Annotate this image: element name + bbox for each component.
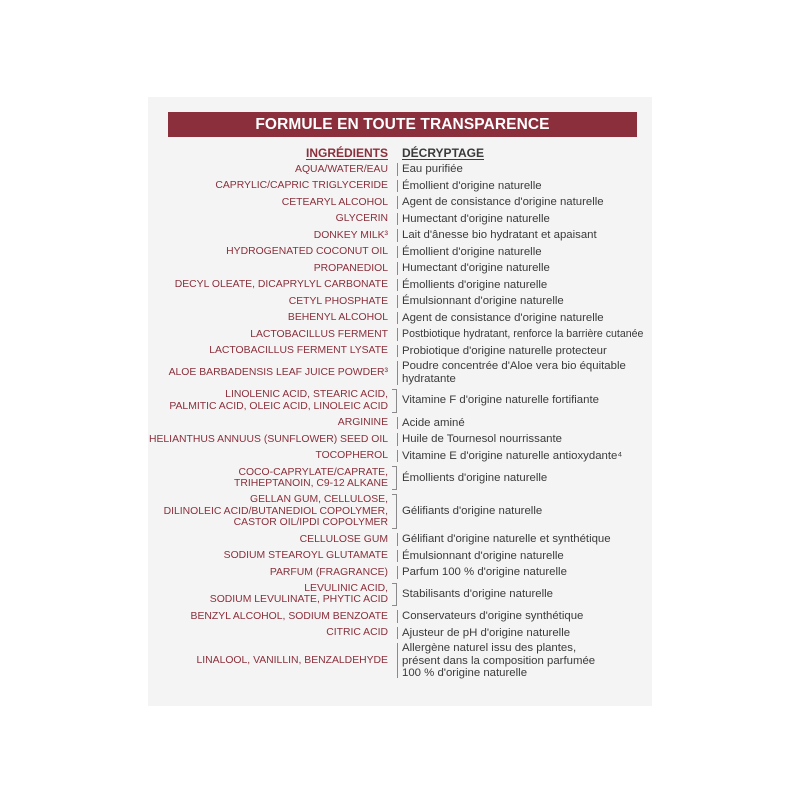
table-row xyxy=(148,531,652,548)
ingredient-line: TRIHEPTANOIN, C9-12 ALKANE xyxy=(234,477,388,489)
ingredients-header: INGRÉDIENTS xyxy=(305,146,388,160)
ingredient-line: DONKEY MILK³ xyxy=(313,229,388,241)
table-row xyxy=(148,244,652,261)
column-separator xyxy=(397,610,398,623)
ingredient-name xyxy=(196,641,388,680)
ingredient-description xyxy=(402,277,547,294)
ingredient-description xyxy=(402,564,567,581)
ingredient-name xyxy=(295,161,388,178)
table-row xyxy=(148,260,652,277)
description-line: 100 % d'origine naturelle xyxy=(402,667,528,680)
table-row xyxy=(148,608,652,625)
ingredient-line: BEHENYL ALCOHOL xyxy=(287,312,388,324)
description-line: Huile de Tournesol nourrissante xyxy=(402,433,562,446)
ingredient-line: COCO-CAPRYLATE/CAPRATE, xyxy=(238,466,388,478)
ingredient-description xyxy=(402,194,604,211)
group-bracket xyxy=(392,494,397,529)
column-separator xyxy=(397,312,398,325)
column-separator xyxy=(397,295,398,308)
ingredient-line: SODIUM LEVULINATE, PHYTIC ACID xyxy=(209,594,388,606)
ingredient-description xyxy=(402,625,570,642)
ingredient-line: HYDROGENATED COCONUT OIL xyxy=(226,246,388,258)
ingredient-line: ARGININE xyxy=(337,417,388,429)
ingredient-name xyxy=(314,260,388,277)
column-separator xyxy=(397,328,398,341)
ingredient-description xyxy=(402,581,553,609)
ingredient-name xyxy=(336,211,388,228)
group-bracket xyxy=(392,583,397,607)
column-separator xyxy=(397,433,398,446)
table-row xyxy=(148,387,652,415)
ingredient-line: PROPANEDIOL xyxy=(313,262,388,274)
ingredient-name xyxy=(210,581,388,609)
description-line: Gélifiant d'origine naturelle et synthétique xyxy=(402,533,611,546)
group-bracket xyxy=(392,389,397,413)
ingredient-line: PARFUM (FRAGRANCE) xyxy=(269,566,388,578)
description-line: Parfum 100 % d'origine naturelle xyxy=(402,566,567,579)
ingredient-description xyxy=(402,244,542,261)
description-line: Émollients d'origine naturelle xyxy=(402,278,548,291)
ingredient-name xyxy=(164,492,388,531)
description-line: présent dans la composition parfumée xyxy=(402,654,596,667)
ingredient-name xyxy=(314,227,388,244)
column-separator xyxy=(397,163,398,176)
column-separator xyxy=(397,566,398,579)
ingredient-line: GELLAN GUM, CELLULOSE, xyxy=(249,494,388,506)
ingredient-name xyxy=(282,194,388,211)
ingredient-line: DILINOLEIC ACID/BUTANEDIOL COPOLYMER, xyxy=(163,505,388,517)
ingredient-description xyxy=(402,641,595,680)
description-line: Stabilisants d'origine naturelle xyxy=(402,588,553,601)
column-separator xyxy=(397,229,398,242)
description-line: Émollient d'origine naturelle xyxy=(402,179,542,192)
ingredient-line: LINOLENIC ACID, STEARIC ACID, xyxy=(225,389,388,401)
ingredient-name xyxy=(209,343,388,360)
title-banner: FORMULE EN TOUTE TRANSPARENCE xyxy=(168,112,637,137)
table-row xyxy=(148,293,652,310)
ingredient-name xyxy=(315,448,388,465)
description-line: Émollients d'origine naturelle xyxy=(402,471,548,484)
group-bracket xyxy=(392,466,397,490)
ingredient-description xyxy=(402,431,562,448)
description-line: Humectant d'origine naturelle xyxy=(402,262,550,275)
ingredient-name xyxy=(215,178,388,195)
description-line: Ajusteur de pH d'origine naturelle xyxy=(402,626,571,639)
ingredient-description xyxy=(402,227,597,244)
table-row xyxy=(148,431,652,448)
ingredient-line: CITRIC ACID xyxy=(326,627,388,639)
column-separator xyxy=(397,417,398,430)
ingredient-name xyxy=(175,277,388,294)
table-row xyxy=(148,343,652,360)
ingredient-description xyxy=(402,326,643,343)
ingredient-line: AQUA/WATER/EAU xyxy=(295,163,388,175)
ingredient-name xyxy=(169,387,388,415)
table-row xyxy=(148,625,652,642)
column-separator xyxy=(397,246,398,259)
table-row xyxy=(148,464,652,492)
table-row xyxy=(148,194,652,211)
description-line: Acide aminé xyxy=(402,416,465,429)
column-separator xyxy=(397,627,398,640)
description-line: hydratante xyxy=(402,372,456,385)
ingredient-line: BENZYL ALCOHOL, SODIUM BENZOATE xyxy=(190,610,388,622)
column-separator xyxy=(397,279,398,292)
description-line: Humectant d'origine naturelle xyxy=(402,212,550,225)
column-separator xyxy=(397,196,398,209)
table-row xyxy=(148,548,652,565)
description-line: Postbiotique hydratant, renforce la barrière cutanée xyxy=(402,328,644,341)
description-line: Gélifiants d'origine naturelle xyxy=(402,505,543,518)
ingredient-line: LACTOBACILLUS FERMENT xyxy=(250,328,388,340)
table-row xyxy=(148,448,652,465)
ingredient-name xyxy=(224,548,388,565)
description-line: Poudre concentrée d'Aloe vera bio équitable xyxy=(402,360,626,373)
ingredient-description xyxy=(402,178,542,195)
ingredient-description xyxy=(402,608,583,625)
ingredient-line: PALMITIC ACID, OLEIC ACID, LINOLEIC ACID xyxy=(169,400,388,412)
table-row xyxy=(148,277,652,294)
ingredient-line: CAPRYLIC/CAPRIC TRIGLYCERIDE xyxy=(215,180,388,192)
ingredient-name xyxy=(234,464,388,492)
column-separator xyxy=(397,533,398,546)
table-row xyxy=(148,326,652,343)
table-row xyxy=(148,581,652,609)
description-line: Émulsionnant d'origine naturelle xyxy=(402,295,564,308)
description-line: Lait d'ânesse bio hydratant et apaisant xyxy=(402,229,597,242)
table-row xyxy=(148,211,652,228)
ingredient-name xyxy=(289,293,388,310)
column-separator xyxy=(397,213,398,226)
table-row xyxy=(148,492,652,531)
description-line: Allergène naturel issu des plantes, xyxy=(402,642,577,655)
ingredient-description xyxy=(402,448,622,465)
decryptage-header: DÉCRYPTAGE xyxy=(402,146,485,160)
ingredient-name xyxy=(270,564,388,581)
description-line: Vitamine F d'origine naturelle fortifiante xyxy=(402,394,599,407)
ingredient-line: ALOE BARBADENSIS LEAF JUICE POWDER³ xyxy=(168,367,388,379)
ingredient-description xyxy=(402,359,626,387)
ingredient-description xyxy=(402,531,611,548)
ingredient-name xyxy=(226,244,388,261)
table-row xyxy=(148,178,652,195)
column-separator xyxy=(397,345,398,358)
ingredient-description xyxy=(402,211,550,228)
ingredient-name xyxy=(169,359,388,387)
ingredient-line: TOCOPHEROL xyxy=(315,450,388,462)
table-row xyxy=(148,161,652,178)
ingredient-line: SODIUM STEAROYL GLUTAMATE xyxy=(223,550,388,562)
description-line: Vitamine E d'origine naturelle antioxydante⁴ xyxy=(402,449,623,462)
ingredient-name xyxy=(250,326,388,343)
table-row xyxy=(148,415,652,432)
table-row xyxy=(148,310,652,327)
ingredient-description xyxy=(402,293,564,310)
ingredient-description xyxy=(402,260,550,277)
ingredient-name xyxy=(191,608,388,625)
column-separator xyxy=(397,643,398,678)
ingredient-description xyxy=(402,492,542,531)
description-line: Eau purifiée xyxy=(402,163,463,176)
ingredient-line: CETYL PHOSPHATE xyxy=(288,295,388,307)
ingredient-description xyxy=(402,343,607,360)
ingredients-card xyxy=(148,97,652,706)
column-separator xyxy=(397,180,398,193)
column-separator xyxy=(397,262,398,275)
description-line: Probiotique d'origine naturelle protecteur xyxy=(402,344,607,357)
table-row xyxy=(148,359,652,387)
ingredient-description xyxy=(402,415,465,432)
description-line: Émulsionnant d'origine naturelle xyxy=(402,549,564,562)
column-separator xyxy=(397,361,398,385)
ingredient-description xyxy=(402,310,604,327)
ingredient-line: LINALOOL, VANILLIN, BENZALDEHYDE xyxy=(196,655,388,667)
ingredient-name xyxy=(300,531,388,548)
ingredient-name xyxy=(326,625,388,642)
ingredient-name xyxy=(338,415,388,432)
description-line: Agent de consistance d'origine naturelle xyxy=(402,196,604,209)
ingredient-line: GLYCERIN xyxy=(335,213,388,225)
ingredient-name xyxy=(288,310,388,327)
ingredient-line: CETEARYL ALCOHOL xyxy=(281,196,388,208)
ingredient-line: HELIANTHUS ANNUUS (SUNFLOWER) SEED OIL xyxy=(148,433,388,445)
ingredient-line: DECYL OLEATE, DICAPRYLYL CARBONATE xyxy=(174,279,388,291)
ingredient-line: CELLULOSE GUM xyxy=(299,533,388,545)
ingredient-line: LACTOBACILLUS FERMENT LYSATE xyxy=(209,345,388,357)
ingredient-description xyxy=(402,387,599,415)
table-row xyxy=(148,641,652,680)
description-line: Émollient d'origine naturelle xyxy=(402,245,542,258)
ingredient-line: CASTOR OIL/IPDI COPOLYMER xyxy=(233,517,388,529)
ingredient-name xyxy=(149,431,388,448)
column-separator xyxy=(397,450,398,463)
table-row xyxy=(148,227,652,244)
description-line: Agent de consistance d'origine naturelle xyxy=(402,311,604,324)
ingredient-description xyxy=(402,464,547,492)
description-line: Conservateurs d'origine synthétique xyxy=(402,610,584,623)
column-separator xyxy=(397,550,398,563)
table-row xyxy=(148,564,652,581)
ingredient-line: LEVULINIC ACID, xyxy=(304,583,388,595)
ingredient-description xyxy=(402,161,463,178)
ingredient-description xyxy=(402,548,564,565)
